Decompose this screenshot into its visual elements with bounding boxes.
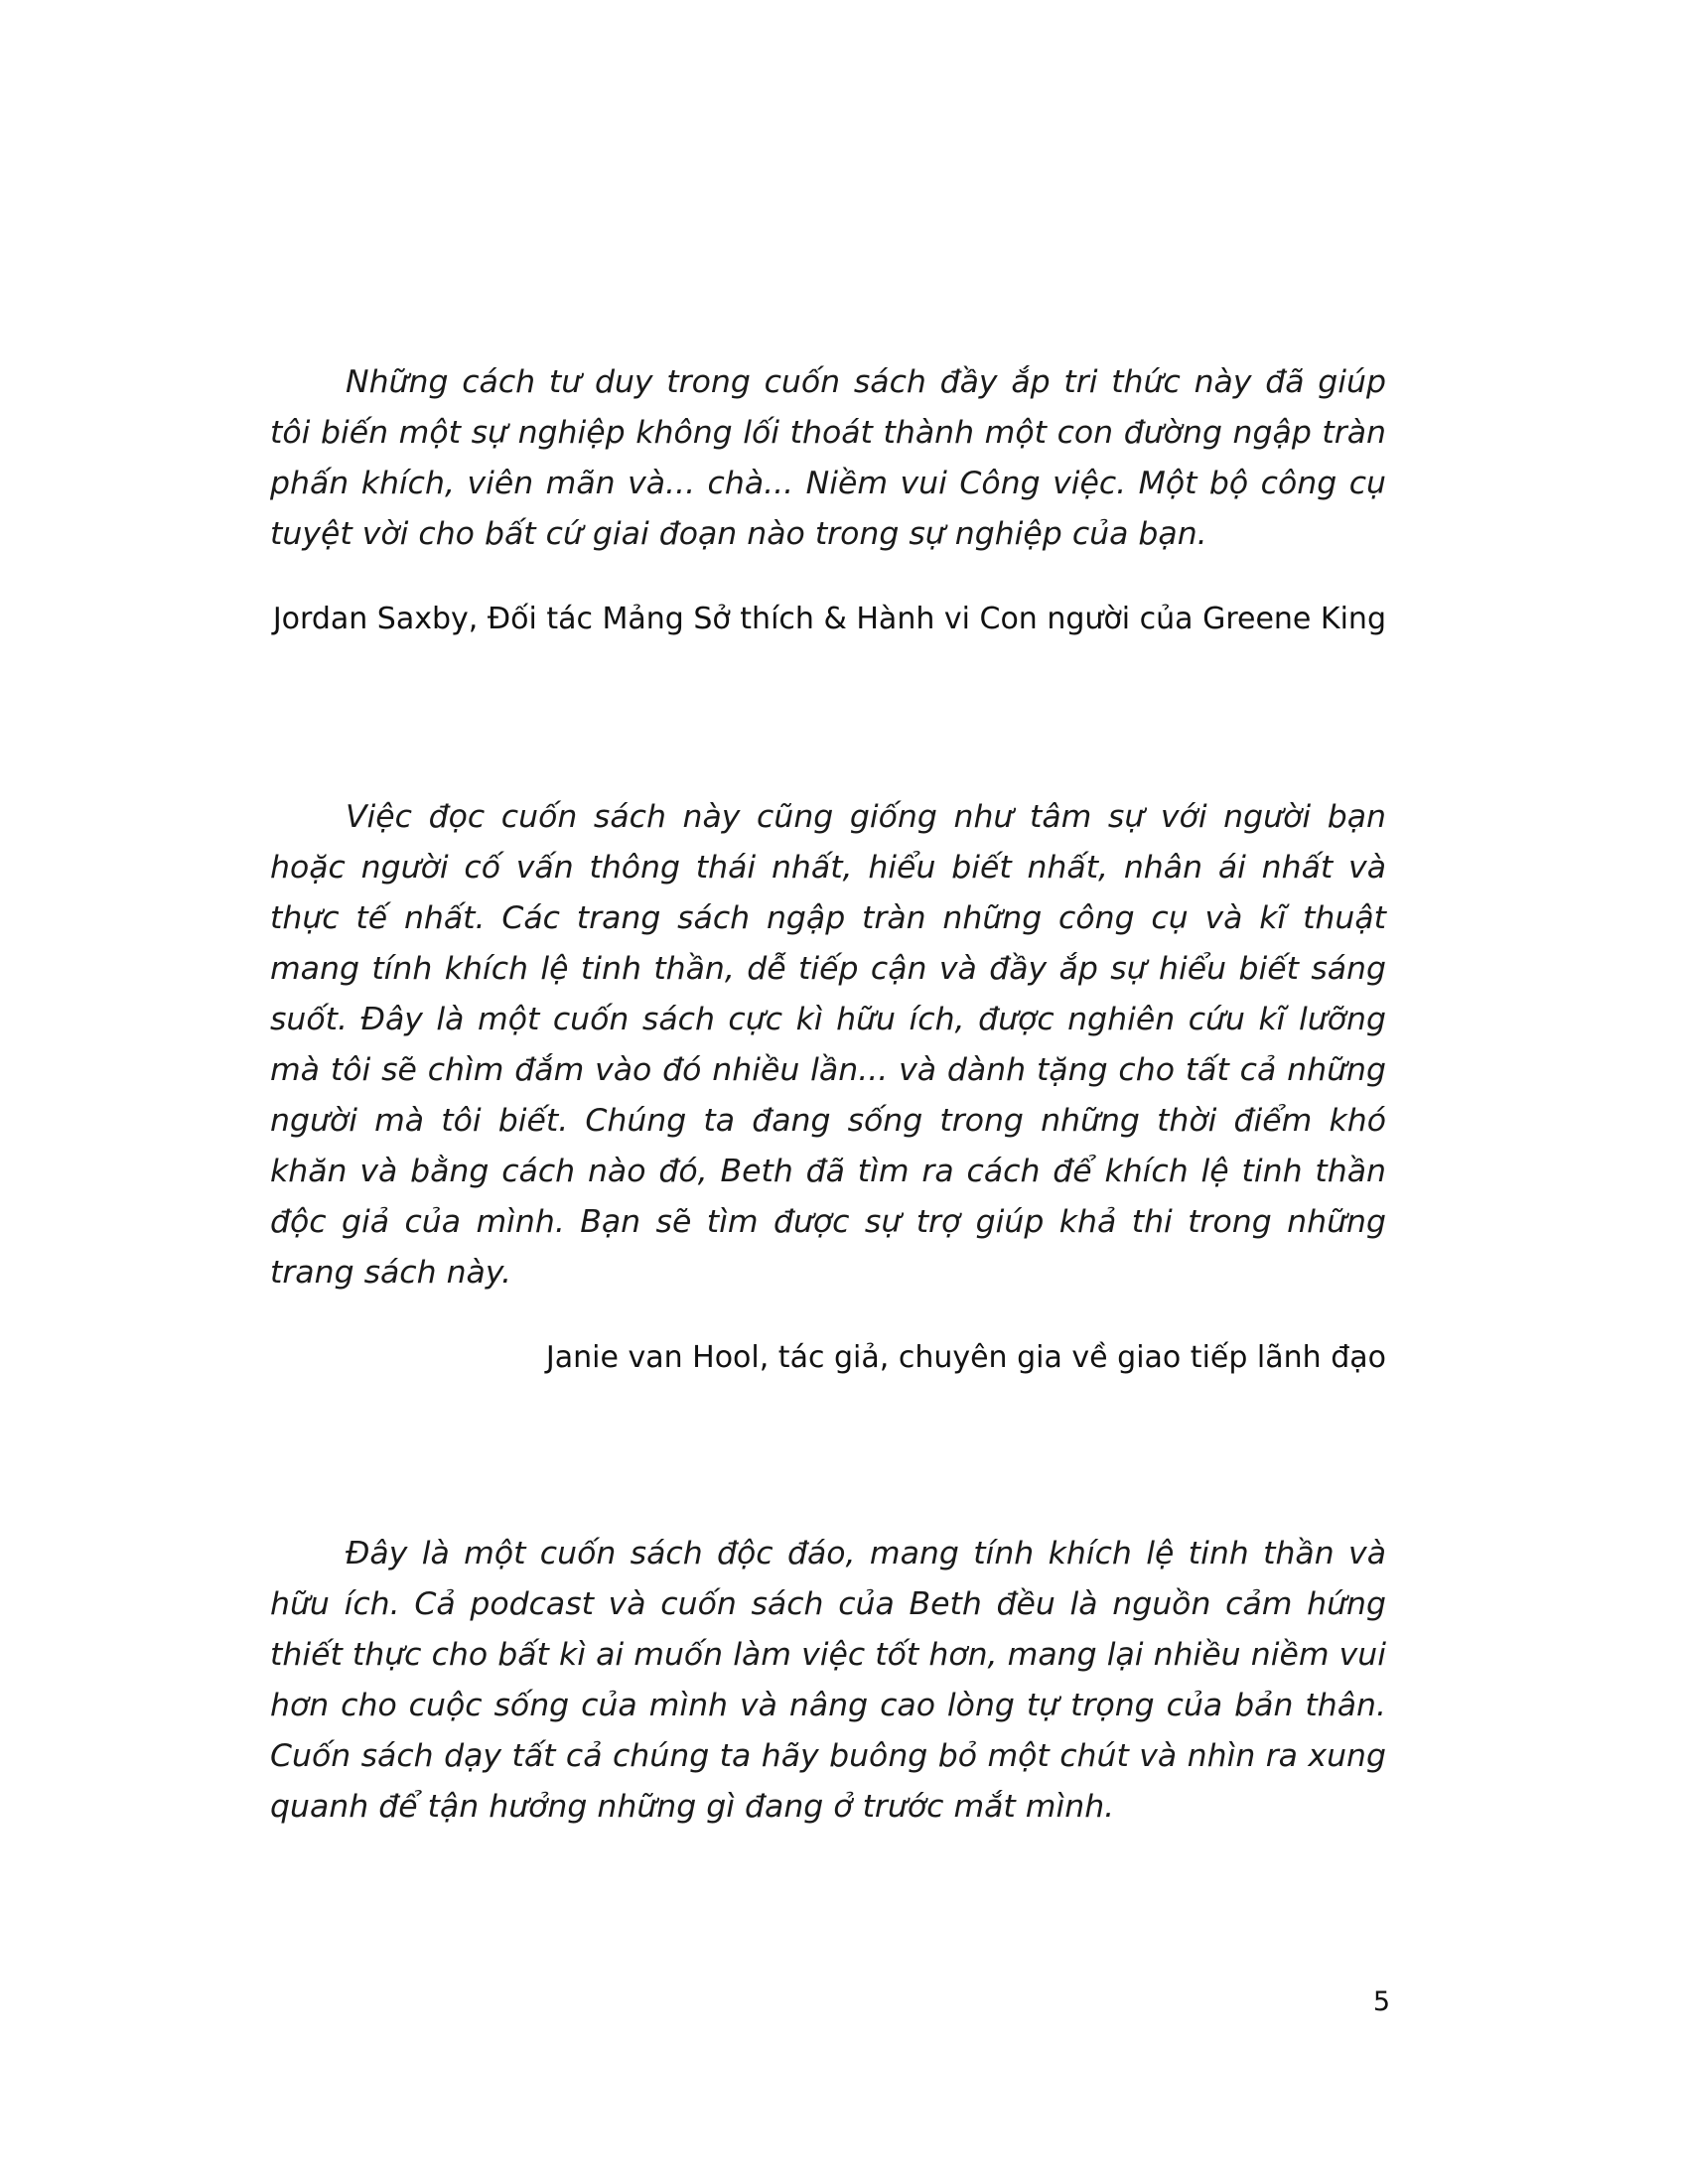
testimonial-block (270, 357, 1386, 643)
testimonial-quote: Việc đọc cuốn sách này cũng giống như tâm sự với người bạn hoặc người cố vấn thông thái nhất, hiểu biết nhất, nhân ái nhất và thực tế nhất. Các trang sách ngập tràn những công cụ và kĩ thuật mang tính khích lệ tinh thần, dễ tiếp cận và đầy ắp sự hiểu biết sáng suốt. Đây là một cuốn sách cực kì hữu ích, được nghiên cứu kĩ lưỡng mà tôi sẽ chìm đắm vào đó nhiều lần... và dành tặng cho tất cả những người mà tôi biết. Chúng ta đang sống trong những thời điểm khó khăn và bằng cách nào đó, Beth đã tìm ra cách để khích lệ tinh thần độc giả của mình. Bạn sẽ tìm được sự trợ giúp khả thi trong những trang sách này. (270, 799, 1386, 1292)
testimonial-block (270, 792, 1386, 1382)
page-content (270, 357, 1386, 1833)
section-spacer (270, 1382, 1386, 1529)
testimonial-block (270, 1529, 1386, 1833)
testimonial-quote: Đây là một cuốn sách độc đáo, mang tính khích lệ tinh thần và hữu ích. Cả podcast và cuốn sách của Beth đều là nguồn cảm hứng thiết thực cho bất kì ai muốn làm việc tốt hơn, mang lại nhiều niềm vui hơn cho cuộc sống của mình và nâng cao lòng tự trọng của bản thân. Cuốn sách dạy tất cả chúng ta hãy buông bỏ một chút và nhìn ra xung quanh để tận hưởng những gì đang ở trước mắt mình. (270, 1536, 1386, 1826)
testimonial-quote: Những cách tư duy trong cuốn sách đầy ắp tri thức này đã giúp tôi biến một sự nghiệp không lối thoát thành một con đường ngập tràn phấn khích, viên mãn và... chà... Niềm vui Công việc. Một bộ công cụ tuyệt vời cho bất cứ giai đoạn nào trong sự nghiệp của bạn. (270, 364, 1386, 553)
testimonial-attribution: Jordan Saxby, Đối tác Mảng Sở thích & Hành vi Con người của Greene King (272, 602, 1386, 637)
section-spacer (270, 643, 1386, 792)
page-number: 5 (1372, 1986, 1390, 2017)
testimonial-attribution: Janie van Hool, tác giả, chuyên gia về giao tiếp lãnh đạo (545, 1340, 1386, 1376)
